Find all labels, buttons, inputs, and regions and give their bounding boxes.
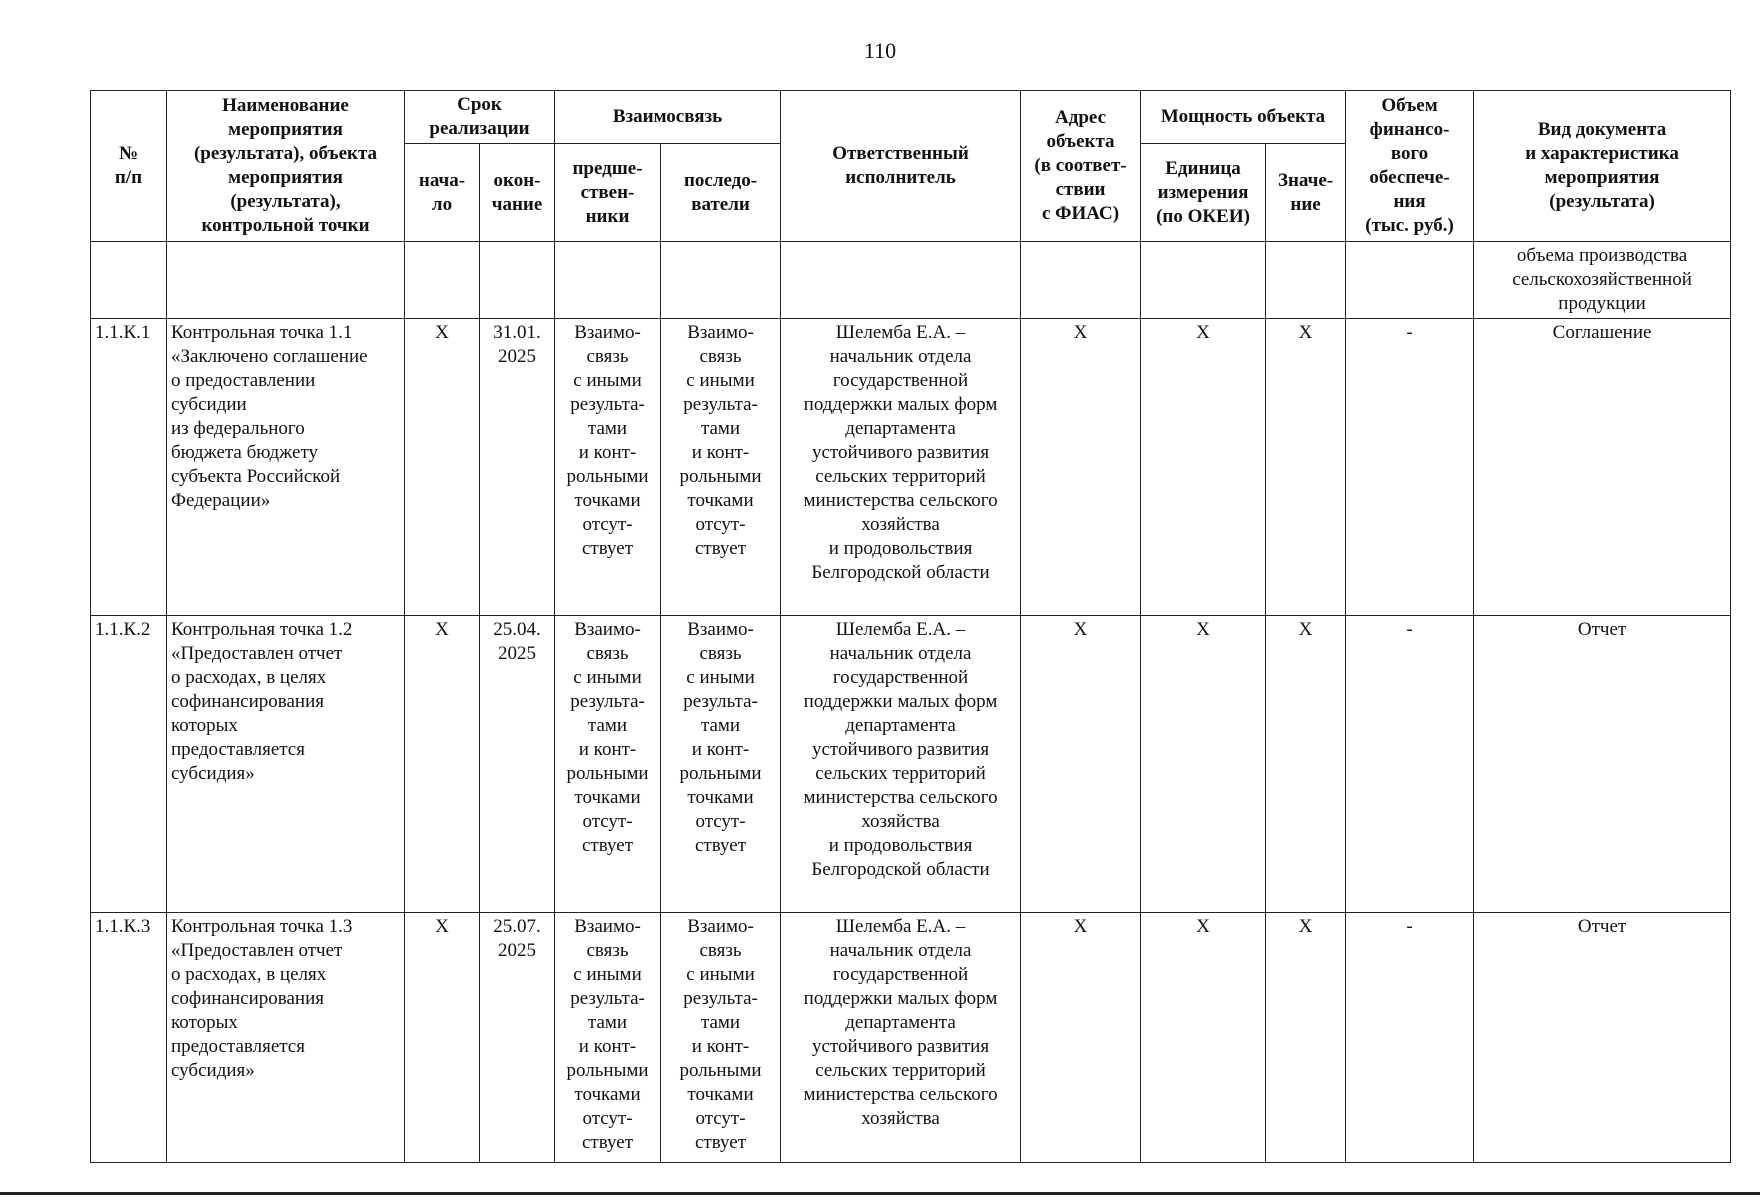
header-responsible: Ответственный исполнитель xyxy=(781,91,1021,242)
row-num: 1.1.К.1 xyxy=(91,319,167,616)
row-doc-type: Отчет xyxy=(1474,616,1731,913)
row-address: X xyxy=(1021,913,1141,1163)
header-value: Значе- ние xyxy=(1266,144,1346,242)
row-end: 25.04. 2025 xyxy=(480,616,555,913)
row-predecessors: Взаимо- связь с иными результа- тами и конт- рольными точками отсут- ствует xyxy=(555,913,661,1163)
bottom-rule xyxy=(0,1192,1760,1195)
header-unit: Единица измерения (по ОКЕИ) xyxy=(1141,144,1266,242)
row-successors: Взаимо- связь с иными результа- тами и конт- рольными точками отсут- ствует xyxy=(661,913,781,1163)
row-start: X xyxy=(405,319,480,616)
header-name: Наименование мероприятия (результата), объекта мероприятия (результата), контрольной точки xyxy=(167,91,405,242)
table-row xyxy=(91,319,1731,616)
row-value: X xyxy=(1266,616,1346,913)
row-funding: - xyxy=(1346,616,1474,913)
row-successors: Взаимо- связь с иными результа- тами и конт- рольными точками отсут- ствует xyxy=(661,616,781,913)
row-successors: Взаимо- связь с иными результа- тами и конт- рольными точками отсут- ствует xyxy=(661,319,781,616)
row-unit: X xyxy=(1141,319,1266,616)
row-responsible: Шелемба Е.А. – начальник отдела государственной поддержки малых форм департамента устойчивого развития сельских территорий министерства сельского хозяйства и продовольствия Белгородской области xyxy=(781,616,1021,913)
continuation-row xyxy=(91,242,1731,319)
row-funding: - xyxy=(1346,913,1474,1163)
row-address: X xyxy=(1021,616,1141,913)
table-row xyxy=(91,913,1731,1163)
row-unit: X xyxy=(1141,616,1266,913)
row-unit: X xyxy=(1141,913,1266,1163)
row-funding: - xyxy=(1346,319,1474,616)
header-capacity: Мощность объекта xyxy=(1141,91,1346,144)
header-relation: Взаимосвязь xyxy=(555,91,781,144)
header-predecessors: предше- ствен- ники xyxy=(555,144,661,242)
header-term-start: нача- ло xyxy=(405,144,480,242)
row-predecessors: Взаимо- связь с иными результа- тами и конт- рольными точками отсут- ствует xyxy=(555,616,661,913)
continuation-doc-type: объема производства сельскохозяйственной продукции xyxy=(1474,242,1731,319)
row-num: 1.1.К.2 xyxy=(91,616,167,913)
header-address: Адрес объекта (в соответ- ствии с ФИАС) xyxy=(1021,91,1141,242)
header-num: № п/п xyxy=(91,91,167,242)
row-value: X xyxy=(1266,913,1346,1163)
row-doc-type: Соглашение xyxy=(1474,319,1731,616)
row-address: X xyxy=(1021,319,1141,616)
row-name: Контрольная точка 1.1 «Заключено соглашение о предоставлении субсидии из федерального бюджета бюджету субъекта Российской Федерации» xyxy=(167,319,405,616)
row-value: X xyxy=(1266,319,1346,616)
row-responsible: Шелемба Е.А. – начальник отдела государственной поддержки малых форм департамента устойчивого развития сельских территорий министерства сельского хозяйства и продовольствия Белгородской области xyxy=(781,319,1021,616)
header-doc-type: Вид документа и характеристика мероприятия (результата) xyxy=(1474,91,1731,242)
header-term-end: окон- чание xyxy=(480,144,555,242)
row-responsible: Шелемба Е.А. – начальник отдела государственной поддержки малых форм департамента устойчивого развития сельских территорий министерства сельского хозяйства xyxy=(781,913,1021,1163)
row-end: 25.07. 2025 xyxy=(480,913,555,1163)
row-start: X xyxy=(405,616,480,913)
header-funding: Объем финансо- вого обеспече- ния (тыс. руб.) xyxy=(1346,91,1474,242)
row-doc-type: Отчет xyxy=(1474,913,1731,1163)
table-row xyxy=(91,616,1731,913)
row-name: Контрольная точка 1.3 «Предоставлен отчет о расходах, в целях софинансирования которых предоставляется субсидия» xyxy=(167,913,405,1163)
row-num: 1.1.К.3 xyxy=(91,913,167,1163)
row-name: Контрольная точка 1.2 «Предоставлен отчет о расходах, в целях софинансирования которых предоставляется субсидия» xyxy=(167,616,405,913)
header-term: Срок реализации xyxy=(405,91,555,144)
row-end: 31.01. 2025 xyxy=(480,319,555,616)
row-start: X xyxy=(405,913,480,1163)
header-successors: последо- ватели xyxy=(661,144,781,242)
page-number: 110 xyxy=(863,38,897,63)
control-points-table xyxy=(90,90,1731,1163)
row-predecessors: Взаимо- связь с иными результа- тами и конт- рольными точками отсут- ствует xyxy=(555,319,661,616)
